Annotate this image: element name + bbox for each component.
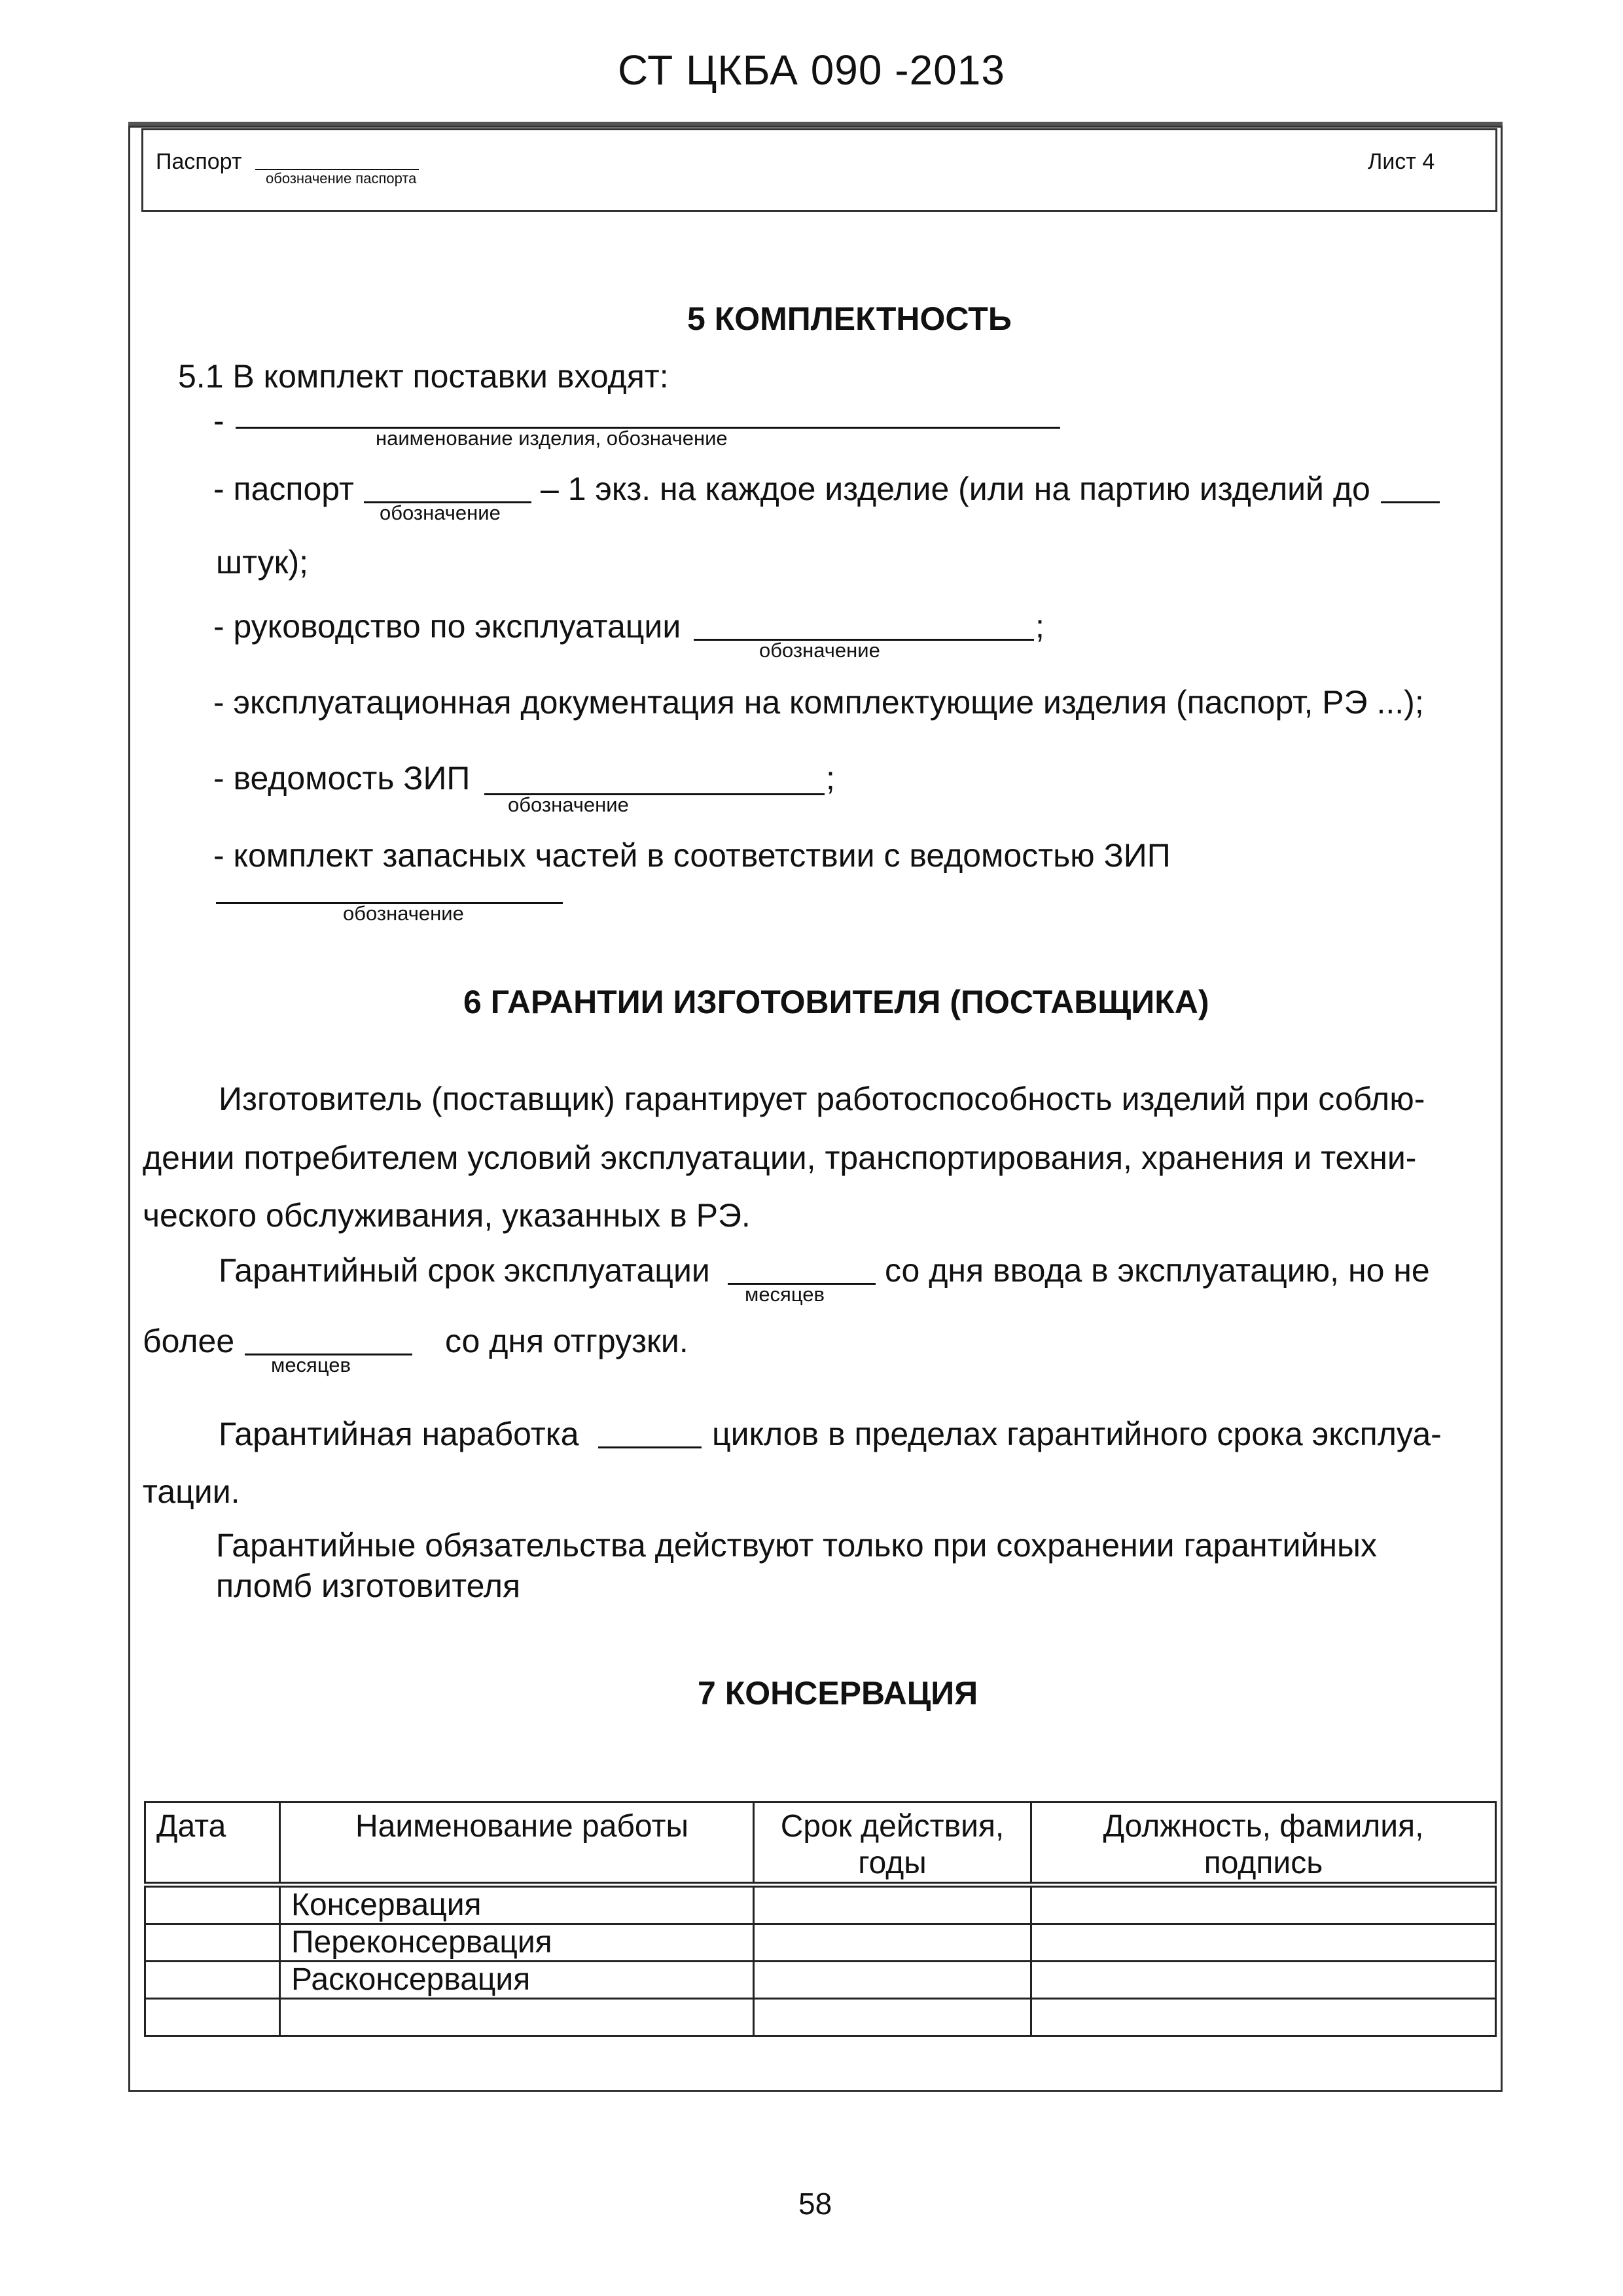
item2-suffix: – 1 экз. на каждое изделие (или на партию изделий до xyxy=(541,471,1370,507)
table-cell: Расконсервация xyxy=(280,1962,754,1999)
table-cell xyxy=(754,1962,1031,1999)
item5-caption: обозначение xyxy=(508,793,629,816)
warranty-p2-prefix: Гарантийный срок эксплуатации xyxy=(219,1252,710,1289)
item3-end: ; xyxy=(1035,608,1044,645)
warranty-p3-cont: тации. xyxy=(143,1473,240,1510)
table-header-row xyxy=(145,1803,1496,1885)
warranty-p1-line3: ческого обслуживания, указанных в РЭ. xyxy=(143,1197,751,1234)
cycles-blank xyxy=(598,1446,702,1448)
table-row xyxy=(145,1962,1496,1999)
page-number: 58 xyxy=(798,2187,832,2221)
table-cell: Переконсервация xyxy=(280,1924,754,1962)
table-cell xyxy=(754,1924,1031,1962)
item6: - комплект запасных частей в соответствии с ведомостью ЗИП xyxy=(213,837,1171,874)
table-cell xyxy=(754,1999,1031,2036)
document-code-title: СТ ЦКБА 090 -2013 xyxy=(618,46,1005,94)
section5-heading: 5 КОМПЛЕКТНОСТЬ xyxy=(687,300,1012,337)
table-cell xyxy=(1031,1999,1496,2036)
warranty-p3-suffix: циклов в пределах гарантийного срока эксплуа- xyxy=(712,1416,1442,1452)
item6-caption: обозначение xyxy=(343,902,464,925)
table-row xyxy=(145,1999,1496,2036)
item1-caption: наименование изделия, обозначение xyxy=(376,427,728,450)
section6-heading: 6 ГАРАНТИИ ИЗГОТОВИТЕЛЯ (ПОСТАВЩИКА) xyxy=(463,984,1209,1020)
item2-caption: обозначение xyxy=(380,501,501,524)
item2-count-blank xyxy=(1381,501,1440,503)
table-cell xyxy=(145,1999,280,2036)
table-cell xyxy=(1031,1924,1496,1962)
col-work-header: Наименование работы xyxy=(280,1803,754,1885)
warranty-months-caption: месяцев xyxy=(745,1283,825,1306)
item3-prefix: - руководство по эксплуатации xyxy=(213,608,681,645)
warranty-p4-line2: пломб изготовителя xyxy=(216,1568,521,1604)
table-cell xyxy=(145,1885,280,1924)
item5-prefix: - ведомость ЗИП xyxy=(213,760,471,797)
warranty-p2-cont-suffix: со дня отгрузки. xyxy=(445,1323,688,1359)
col-date-header: Дата xyxy=(145,1803,280,1885)
item4: - эксплуатационная документация на комплектующие изделия (паспорт, РЭ ...); xyxy=(213,684,1424,721)
table-cell xyxy=(280,1999,754,2036)
table-cell: Консервация xyxy=(280,1885,754,1924)
conservation-table xyxy=(144,1801,1497,2037)
passport-caption: обозначение паспорта xyxy=(266,170,417,187)
item3-caption: обозначение xyxy=(759,639,880,662)
warranty-p2-suffix: со дня ввода в эксплуатацию, но не xyxy=(885,1252,1430,1289)
item2-prefix: - паспорт xyxy=(213,471,354,507)
item2-continuation: штук); xyxy=(216,544,308,581)
section5-intro: 5.1 В комплект поставки входят: xyxy=(178,358,669,395)
col-signature-header: Должность, фамилия, подпись xyxy=(1031,1803,1496,1885)
table-cell xyxy=(145,1924,280,1962)
col-term-header: Срок действия, годы xyxy=(754,1803,1031,1885)
table-cell xyxy=(145,1962,280,1999)
warranty-p4-line1: Гарантийные обязательства действуют только при сохранении гарантийных xyxy=(216,1527,1377,1564)
item5-end: ; xyxy=(826,760,835,797)
table-row xyxy=(145,1924,1496,1962)
sheet-number: Лист 4 xyxy=(1368,149,1435,174)
table-row xyxy=(145,1885,1496,1924)
shipment-months-caption: месяцев xyxy=(271,1354,351,1376)
warranty-p2-cont-prefix: более xyxy=(143,1323,235,1359)
warranty-p1-line1: Изготовитель (поставщик) гарантирует работоспособность изделий при соблю- xyxy=(219,1081,1425,1117)
section7-heading: 7 КОНСЕРВАЦИЯ xyxy=(698,1675,978,1712)
passport-label: Паспорт xyxy=(156,149,242,174)
warranty-p3-prefix: Гарантийная наработка xyxy=(219,1416,579,1452)
table-cell xyxy=(1031,1962,1496,1999)
table-cell xyxy=(754,1885,1031,1924)
item1-dash: - xyxy=(213,403,224,439)
table-cell xyxy=(1031,1885,1496,1924)
warranty-p1-line2: дении потребителем условий эксплуатации, транспортирования, хранения и техни- xyxy=(143,1139,1417,1176)
